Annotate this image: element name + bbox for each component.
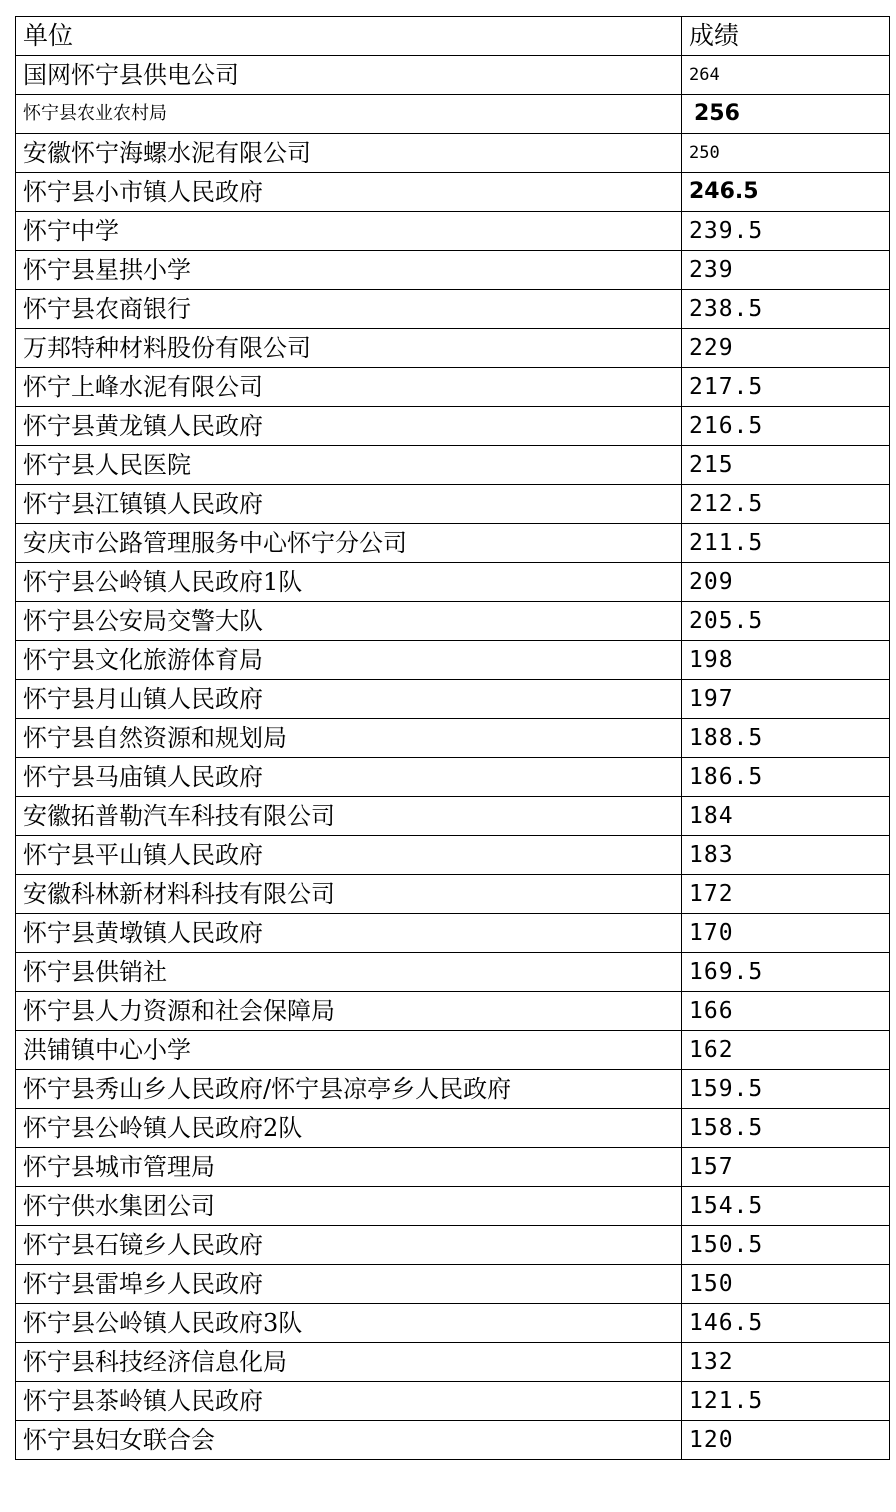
score-cell: 172 [682,875,890,914]
unit-cell: 怀宁供水集团公司 [16,1187,682,1226]
score-cell: 121.5 [682,1382,890,1421]
score-cell: 132 [682,1343,890,1382]
table-row [16,173,890,212]
table-row [16,56,890,95]
score-cell: 212.5 [682,485,890,524]
unit-cell: 怀宁县公岭镇人民政府1队 [16,563,682,602]
table-row [16,368,890,407]
unit-cell: 怀宁县秀山乡人民政府/怀宁县凉亭乡人民政府 [16,1070,682,1109]
score-cell: 264 [682,56,890,95]
table-row [16,914,890,953]
unit-cell: 怀宁县石镜乡人民政府 [16,1226,682,1265]
score-cell: 120 [682,1421,890,1460]
table-row [16,563,890,602]
unit-cell: 洪铺镇中心小学 [16,1031,682,1070]
table-row [16,1421,890,1460]
score-cell: 170 [682,914,890,953]
unit-cell: 怀宁县茶岭镇人民政府 [16,1382,682,1421]
table-row [16,1148,890,1187]
table-row [16,485,890,524]
table-row [16,758,890,797]
unit-cell: 怀宁县供销社 [16,953,682,992]
unit-cell: 万邦特种材料股份有限公司 [16,329,682,368]
score-cell: 239.5 [682,212,890,251]
table-row [16,212,890,251]
score-table [15,16,890,1460]
unit-cell: 怀宁县马庙镇人民政府 [16,758,682,797]
table-row [16,95,890,134]
unit-cell: 安徽科林新材料科技有限公司 [16,875,682,914]
score-cell: 184 [682,797,890,836]
score-cell: 183 [682,836,890,875]
unit-cell: 怀宁县月山镇人民政府 [16,680,682,719]
score-cell: 205.5 [682,602,890,641]
header-unit: 单位 [16,17,682,56]
score-cell: 229 [682,329,890,368]
unit-cell: 怀宁县科技经济信息化局 [16,1343,682,1382]
table-row [16,1187,890,1226]
score-cell: 188.5 [682,719,890,758]
score-cell: 239 [682,251,890,290]
unit-cell: 怀宁中学 [16,212,682,251]
score-cell: 150 [682,1265,890,1304]
unit-cell: 安徽怀宁海螺水泥有限公司 [16,134,682,173]
score-cell: 246.5 [682,173,890,212]
unit-cell: 怀宁县公岭镇人民政府3队 [16,1304,682,1343]
unit-cell: 怀宁县星拱小学 [16,251,682,290]
table-row [16,1226,890,1265]
table-row [16,680,890,719]
score-cell: 146.5 [682,1304,890,1343]
score-table-body [16,17,890,1460]
table-row [16,407,890,446]
score-cell: 169.5 [682,953,890,992]
unit-cell: 怀宁县农业农村局 [16,95,682,134]
unit-cell: 怀宁县妇女联合会 [16,1421,682,1460]
score-cell: 216.5 [682,407,890,446]
table-row [16,251,890,290]
unit-cell: 怀宁县公岭镇人民政府2队 [16,1109,682,1148]
score-cell: 256 [682,95,890,134]
table-row [16,134,890,173]
score-cell: 198 [682,641,890,680]
score-cell: 157 [682,1148,890,1187]
table-row [16,641,890,680]
table-row [16,953,890,992]
score-cell: 154.5 [682,1187,890,1226]
table-row [16,1382,890,1421]
unit-cell: 怀宁县人民医院 [16,446,682,485]
table-row [16,329,890,368]
unit-cell: 怀宁县城市管理局 [16,1148,682,1187]
table-row [16,992,890,1031]
header-score: 成绩 [682,17,890,56]
unit-cell: 国网怀宁县供电公司 [16,56,682,95]
score-cell: 217.5 [682,368,890,407]
table-row [16,797,890,836]
table-row [16,1070,890,1109]
unit-cell: 怀宁县农商银行 [16,290,682,329]
unit-cell: 怀宁县江镇镇人民政府 [16,485,682,524]
unit-cell: 怀宁县雷埠乡人民政府 [16,1265,682,1304]
score-cell: 250 [682,134,890,173]
unit-cell: 怀宁县文化旅游体育局 [16,641,682,680]
table-row [16,602,890,641]
unit-cell: 怀宁县黄龙镇人民政府 [16,407,682,446]
score-cell: 150.5 [682,1226,890,1265]
score-cell: 197 [682,680,890,719]
table-row [16,1343,890,1382]
score-cell: 162 [682,1031,890,1070]
score-cell: 166 [682,992,890,1031]
unit-cell: 怀宁县人力资源和社会保障局 [16,992,682,1031]
unit-cell: 安徽拓普勒汽车科技有限公司 [16,797,682,836]
score-cell: 238.5 [682,290,890,329]
unit-cell: 怀宁县自然资源和规划局 [16,719,682,758]
table-header-row [16,17,890,56]
table-row [16,1109,890,1148]
table-row [16,290,890,329]
table-row [16,524,890,563]
unit-cell: 安庆市公路管理服务中心怀宁分公司 [16,524,682,563]
score-cell: 186.5 [682,758,890,797]
table-row [16,719,890,758]
unit-cell: 怀宁县平山镇人民政府 [16,836,682,875]
unit-cell: 怀宁县公安局交警大队 [16,602,682,641]
table-row [16,446,890,485]
table-row [16,1265,890,1304]
table-row [16,1031,890,1070]
score-cell: 215 [682,446,890,485]
unit-cell: 怀宁县小市镇人民政府 [16,173,682,212]
unit-cell: 怀宁县黄墩镇人民政府 [16,914,682,953]
score-cell: 209 [682,563,890,602]
score-cell: 159.5 [682,1070,890,1109]
table-row [16,1304,890,1343]
score-cell: 158.5 [682,1109,890,1148]
table-row [16,875,890,914]
unit-cell: 怀宁上峰水泥有限公司 [16,368,682,407]
table-row [16,836,890,875]
score-cell: 211.5 [682,524,890,563]
